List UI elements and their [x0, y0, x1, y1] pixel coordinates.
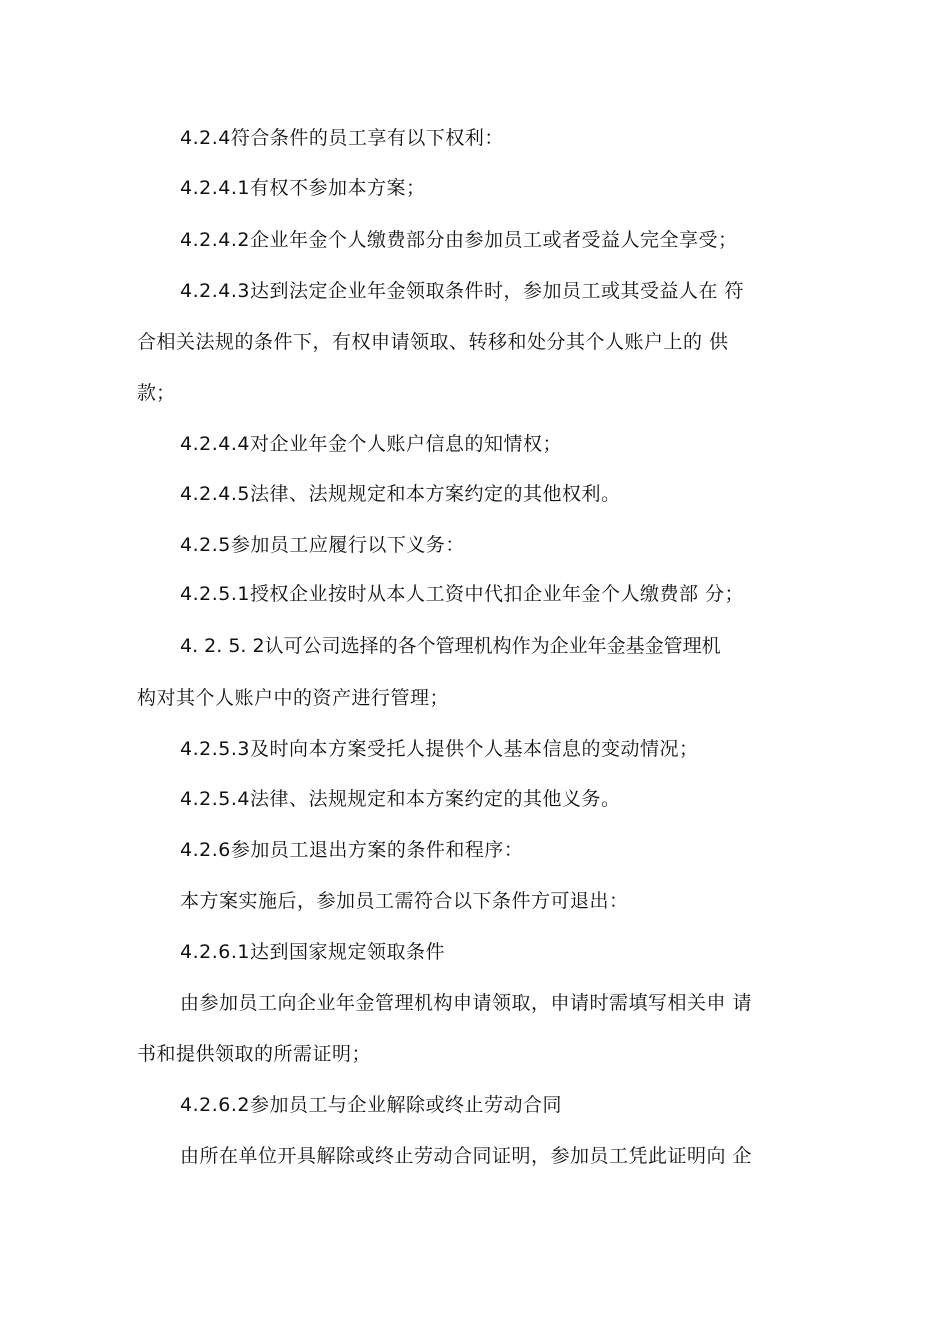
clause-4-2-6-1-body-cont: 书和提供领取的所需证明； — [137, 1043, 372, 1065]
clause-4-2-5: 4.2.5参加员工应履行以下义务： — [180, 534, 465, 556]
clause-4-2-6: 4.2.6参加员工退出方案的条件和程序： — [180, 839, 524, 861]
clause-4-2-4-3-cont-1: 合相关法规的条件下，有权申请领取、转移和处分其个人账户上的 供 — [137, 331, 729, 353]
clause-4-2-6-1: 4.2.6.1达到国家规定领取条件 — [180, 941, 445, 963]
clause-4-2-6-1-body: 由参加员工向企业年金管理机构申请领取，申请时需填写相关申 请 — [180, 992, 753, 1014]
clause-4-2-4-3: 4.2.4.3达到法定企业年金领取条件时，参加员工或其受益人在 符 — [180, 280, 745, 302]
clause-4-2-5-1: 4.2.5.1授权企业按时从本人工资中代扣企业年金个人缴费部 分； — [180, 583, 745, 605]
clause-4-2-4-5: 4.2.4.5法律、法规规定和本方案约定的其他权利。 — [180, 483, 621, 505]
clause-4-2-4-1: 4.2.4.1有权不参加本方案； — [180, 177, 426, 199]
clause-4-2-6-2-body: 由所在单位开具解除或终止劳动合同证明，参加员工凭此证明向 企 — [180, 1145, 753, 1167]
clause-4-2-5-2-cont: 构对其个人账户中的资产进行管理； — [137, 687, 450, 709]
clause-4-2-4-3-cont-2: 款； — [137, 382, 176, 404]
clause-4-2-4-2: 4.2.4.2企业年金个人缴费部分由参加员工或者受益人完全享受； — [180, 229, 738, 251]
clause-4-2-4: 4.2.4符合条件的员工享有以下权利： — [180, 127, 504, 149]
clause-4-2-4-4: 4.2.4.4对企业年金个人账户信息的知情权； — [180, 433, 562, 455]
clause-4-2-6-2: 4.2.6.2参加员工与企业解除或终止劳动合同 — [180, 1094, 562, 1116]
clause-4-2-5-2: 4. 2. 5. 2认可公司选择的各个管理机构作为企业年金基金管理机 — [180, 635, 721, 657]
clause-4-2-5-3: 4.2.5.3及时向本方案受托人提供个人基本信息的变动情况； — [180, 738, 699, 760]
exit-conditions-intro: 本方案实施后，参加员工需符合以下条件方可退出： — [180, 890, 629, 912]
clause-4-2-5-4: 4.2.5.4法律、法规规定和本方案约定的其他义务。 — [180, 788, 621, 810]
